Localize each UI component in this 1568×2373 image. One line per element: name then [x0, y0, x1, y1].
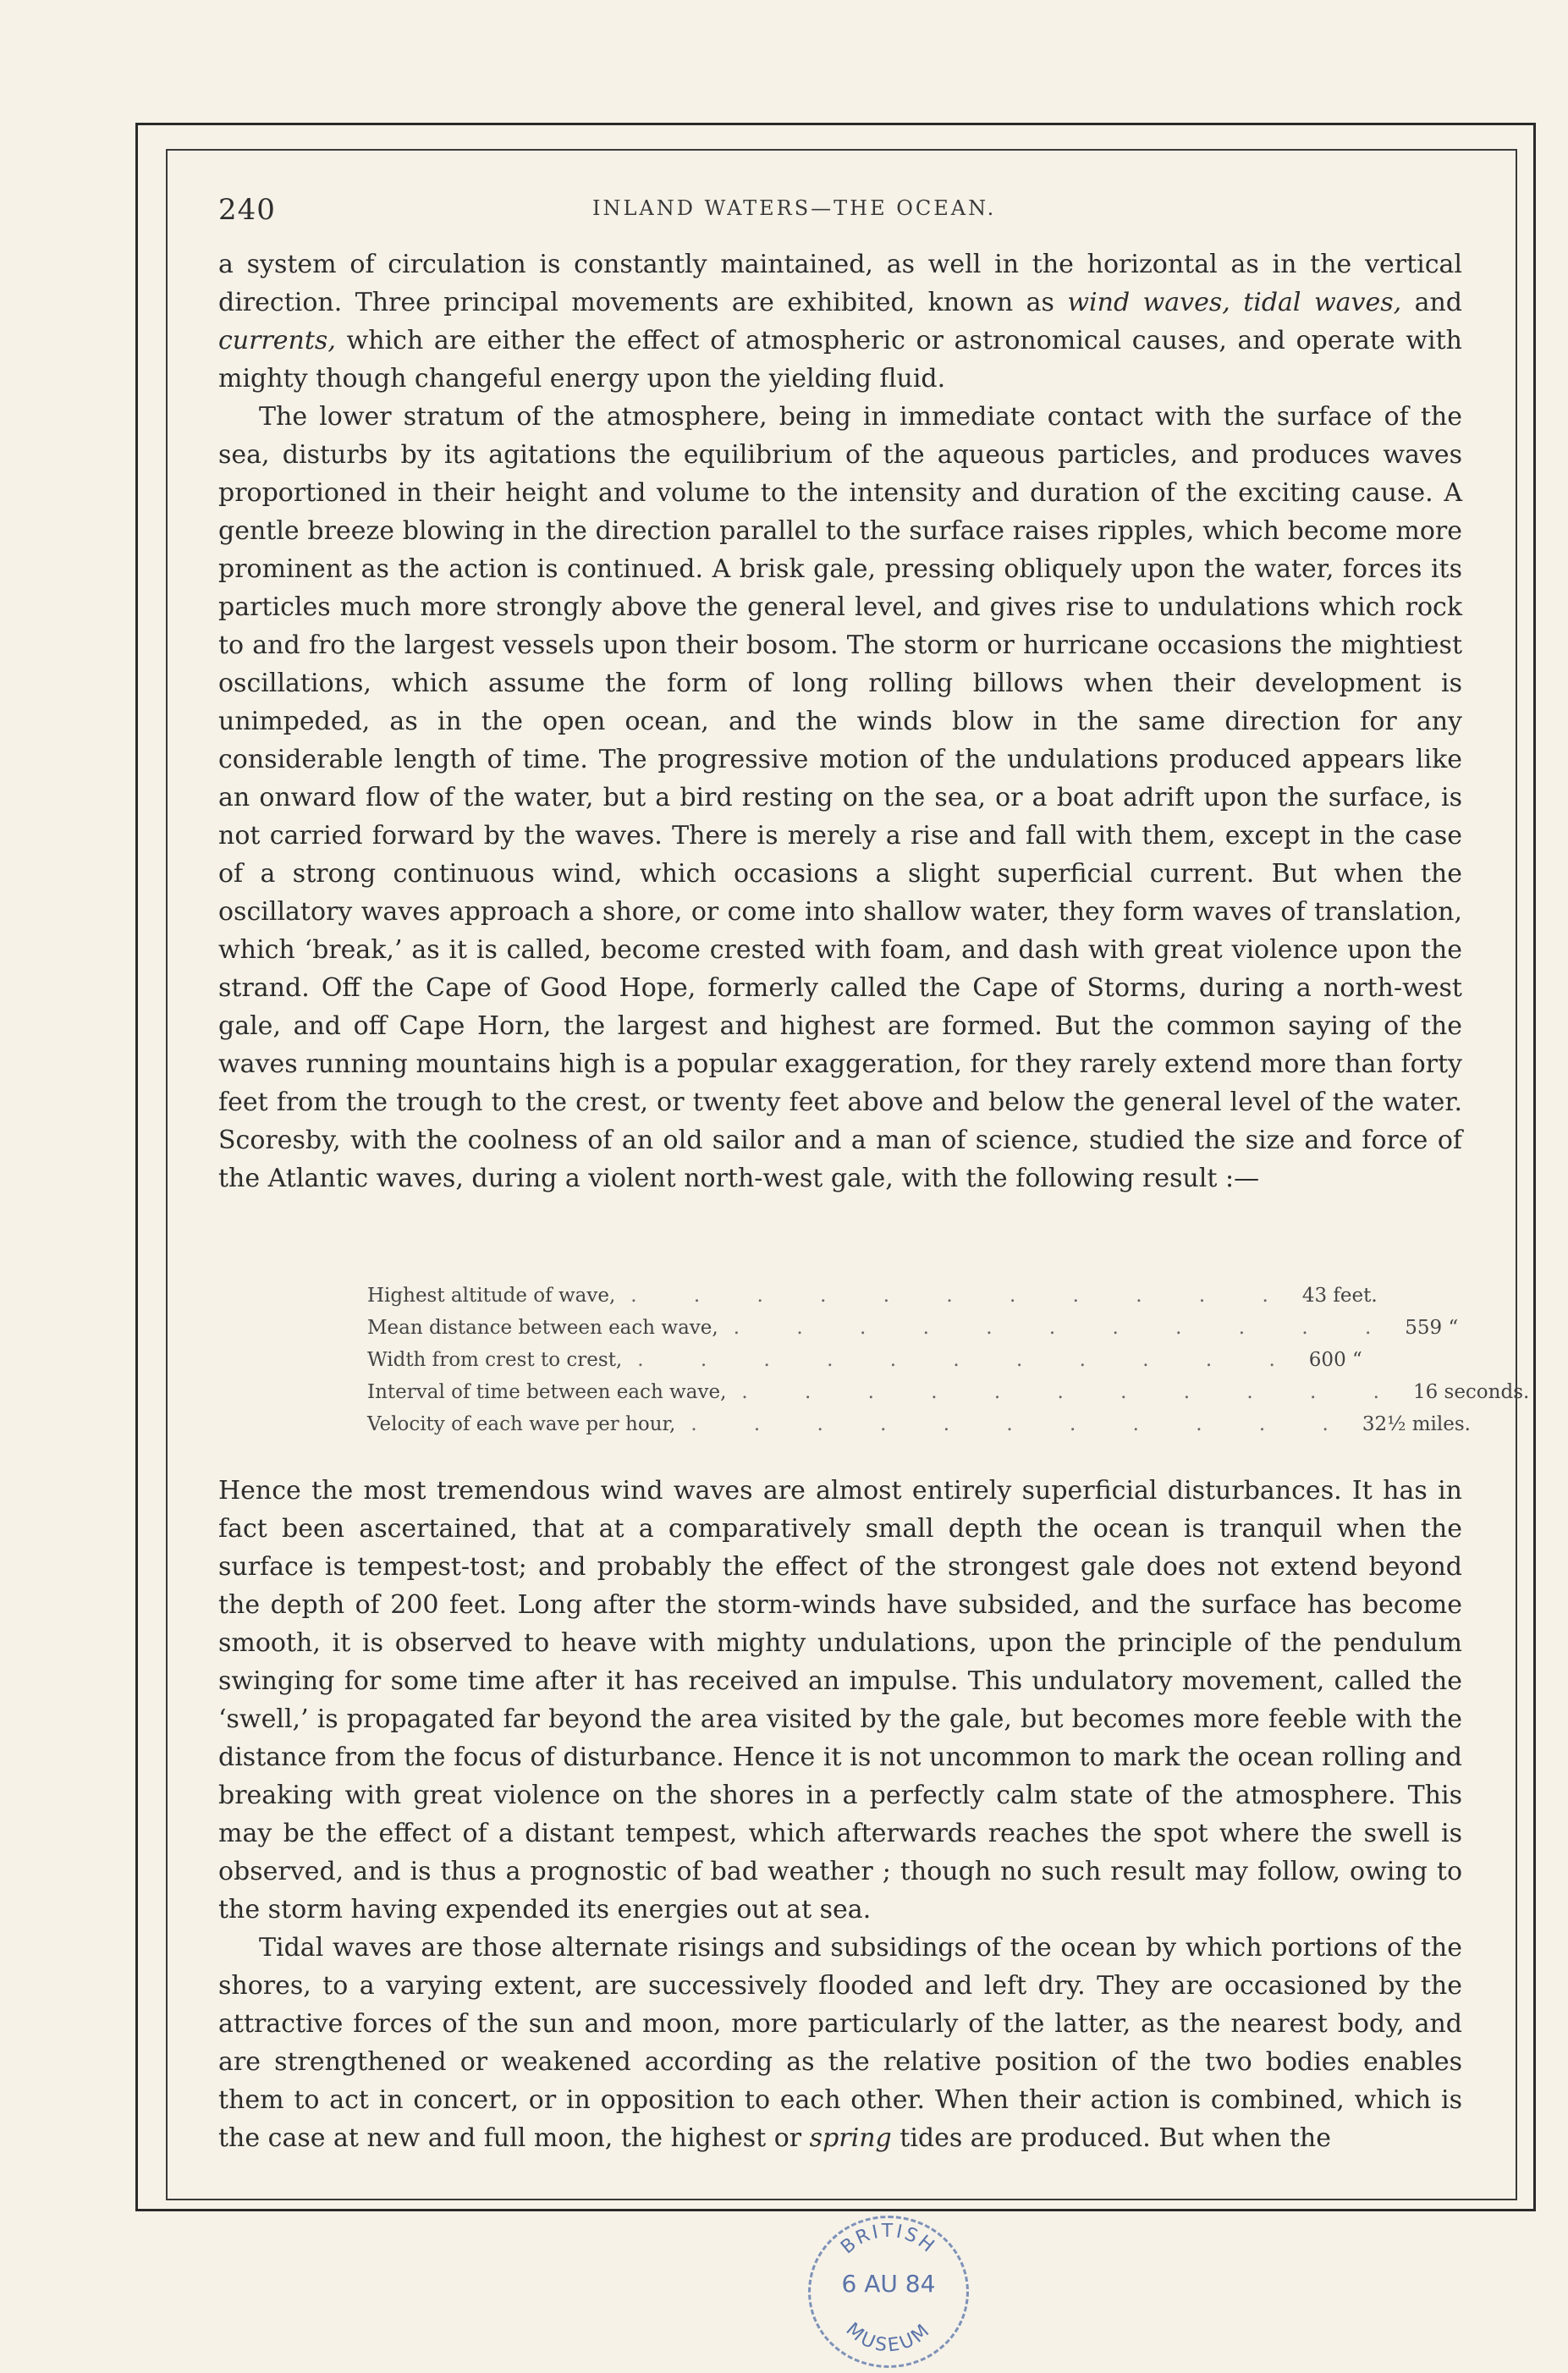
- paragraph-1-italic-b: currents,: [218, 326, 336, 355]
- paragraph-1-text-a: a system of circulation is constantly maintained, as well in the horizontal as in the vertical direction. Three principal movements are exhibited, known as: [218, 250, 1462, 317]
- leader-dots: . . . . . . . . . . .: [733, 1317, 1397, 1339]
- stamp-date: 6 AU 84: [841, 2270, 936, 2298]
- page-number: 240: [218, 193, 276, 227]
- measurement-value: 16 seconds.: [1412, 1381, 1530, 1403]
- paragraph-1-text-b: and: [1401, 288, 1462, 317]
- measurement-label: Highest altitude of wave,: [367, 1285, 616, 1307]
- measurement-row: [367, 1408, 1471, 1440]
- measurement-row: [367, 1312, 1459, 1344]
- paragraph-4: [218, 1929, 1462, 2157]
- svg-text:MUSEUM: [842, 2319, 936, 2356]
- leader-dots: . . . . . . . . . . .: [637, 1349, 1301, 1371]
- measurement-row: [367, 1344, 1362, 1376]
- leader-dots: . . . . . . . . . . .: [741, 1381, 1405, 1403]
- stamp-top-text: BRITISH: [837, 2220, 940, 2259]
- leader-dots: . . . . . . . . . . .: [690, 1413, 1354, 1435]
- library-stamp: [808, 2216, 969, 2368]
- paragraph-2: The lower stratum of the atmosphere, being in immediate contact with the surface of the sea, disturbs by its agitations the equilibrium of the aqueous particles, and produces waves proportioned in their height and volume to the intensity and duration of the exciting cause. A gentle breeze blowing in the direction parallel to the surface raises ripples, which become more prominent as the action is continued. A brisk gale, pressing obliquely upon the water, forces its particles much more strongly above the general level, and gives rise to undulations which rock to and fro the largest vessels upon their bosom. The storm or hurricane occasions the mightiest oscillations, which assume the form of long rolling billows when their development is unimpeded, as in the open ocean, and the winds blow in the same direction for any considerable length of time. The progressive motion of the undulations produced appears like an onward flow of the water, but a bird resting on the sea, or a boat adrift upon the surface, is not carried forward by the waves. There is merely a rise and fall with them, except in the case of a strong continuous wind, which occasions a slight superficial current. But when the oscillatory waves approach a shore, or come into shallow water, they form waves of translation, which ‘break,’ as it is called, become crested with foam, and dash with great violence upon the strand. Off the Cape of Good Hope, formerly called the Cape of Storms, during a north-west gale, and off Cape Horn, the largest and highest are formed. But the common saying of the waves running mountains high is a popular exaggeration, for they rarely extend more than forty feet from the trough to the crest, or twenty feet above and below the general level of the water. Scoresby, with the coolness of an old sailor and a man of science, studied the size and force of the Atlantic waves, during a violent north-west gale, with the following result :—: [218, 402, 1462, 1193]
- measurement-row: [367, 1376, 1530, 1408]
- measurement-label: Width from crest to crest,: [367, 1349, 623, 1371]
- measurement-row: [367, 1280, 1378, 1312]
- measurement-label: Mean distance between each wave,: [367, 1317, 718, 1339]
- measurement-value: 559 “: [1405, 1317, 1459, 1339]
- paragraph-4-italic: spring: [809, 2123, 892, 2153]
- paragraph-1-text-c: which are either the effect of atmospheric or astronomical causes, and operate with mighty though changeful energy upon the yielding fluid.: [218, 326, 1462, 394]
- leader-dots: . . . . . . . . . . .: [630, 1285, 1294, 1307]
- measurement-value: 43 feet.: [1301, 1285, 1378, 1307]
- paragraph-1-italic-a: wind waves, tidal waves,: [1067, 288, 1402, 317]
- measurement-value: 600 “: [1308, 1349, 1362, 1371]
- stamp-bottom-text: MUSEUM: [841, 2319, 936, 2357]
- measurement-label: Interval of time between each wave,: [367, 1381, 727, 1403]
- paragraph-3: Hence the most tremendous wind waves are almost entirely superficial disturbances. It has in fact been ascertained, that at a comparatively small depth the ocean is tranquil when the surface is tempest-tost; and probably the effect of the strongest gale does not extend beyond the depth of 200 feet. Long after the storm-winds have subsided, and the surface has become smooth, it is observed to heave with mighty undulations, upon the principle of the pendulum swinging for some time after it has received an impulse. This undulatory movement, called the ‘swell,’ is propagated far beyond the area visited by the gale, but becomes more feeble with the distance from the focus of disturbance. Hence it is not uncommon to mark the ocean rolling and breaking with great violence on the shores in a perfectly calm state of the atmosphere. This may be the effect of a distant tempest, which afterwards reaches the spot where the swell is observed, and is thus a prognostic of bad weather ; though no such result may follow, owing to the storm having expended its energies out at sea.: [218, 1476, 1462, 1924]
- paragraph-4-text-b: tides are produced. But when the: [891, 2123, 1331, 2153]
- svg-text:BRITISH: [837, 2221, 939, 2258]
- measurement-value: 32½ miles.: [1362, 1413, 1471, 1435]
- running-title: INLAND WATERS—THE OCEAN.: [592, 196, 997, 220]
- paragraph-4-text-a: Tidal waves are those alternate risings and subsidings of the ocean by which portions of the shores, to a varying extent, are successively flooded and left dry. They are occasioned by the attractive forces of the sun and moon, more particularly of the latter, as the nearest body, and are strengthened or weakened according as the relative position of the two bodies enables them to act in concert, or in opposition to each other. When their action is combined, which is the case at new and full moon, the highest or: [218, 1933, 1462, 2153]
- middle-section: [218, 1472, 1462, 2157]
- paragraph-1: [218, 245, 1462, 398]
- intro-section: [218, 245, 1462, 1198]
- wave-measurements-table: [367, 1280, 1530, 1440]
- measurement-label: Velocity of each wave per hour,: [367, 1413, 676, 1435]
